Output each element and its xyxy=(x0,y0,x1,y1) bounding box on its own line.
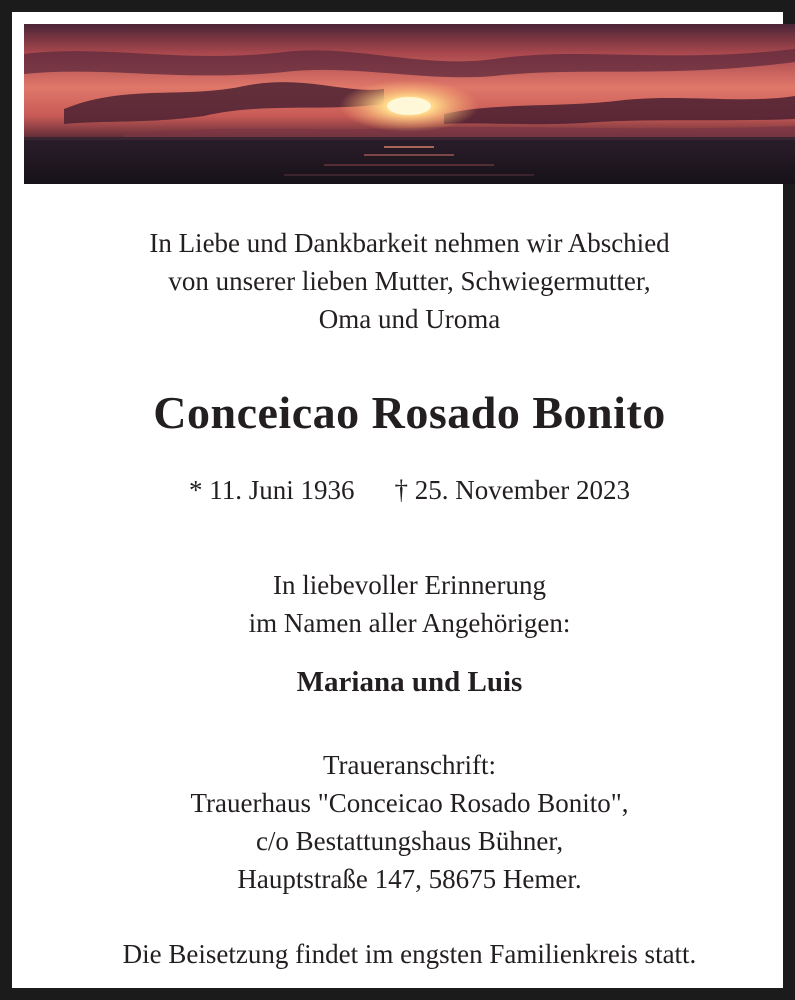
funeral-note: Die Beisetzung findet im engsten Familienkreis statt. xyxy=(122,939,697,969)
intro-line: von unserer lieben Mutter, Schwiegermutter, xyxy=(168,266,651,296)
address-line: Trauerhaus "Conceicao Rosado Bonito", xyxy=(190,788,629,818)
deceased-name: Conceicao Rosado Bonito xyxy=(153,387,666,438)
address-line: c/o Bestattungshaus Bühner, xyxy=(255,826,564,856)
intro-line: In Liebe und Dankbarkeit nehmen wir Abschied xyxy=(149,228,670,258)
address-line: Traueranschrift: xyxy=(323,750,496,780)
mourning-address xyxy=(24,746,795,898)
sunset-over-sea-image xyxy=(24,24,795,184)
intro-text xyxy=(24,224,795,338)
memory-text xyxy=(24,566,795,642)
survivors-names: Mariana und Luis xyxy=(296,666,523,698)
birth-date: * 11. Juni 1936 xyxy=(189,475,355,505)
intro-line: Oma und Uroma xyxy=(318,304,501,334)
death-date: † 25. November 2023 xyxy=(394,475,630,505)
memory-line: im Namen aller Angehörigen: xyxy=(248,608,571,638)
address-line: Hauptstraße 147, 58675 Hemer. xyxy=(237,864,582,894)
memory-line: In liebevoller Erinnerung xyxy=(273,570,546,600)
life-dates xyxy=(24,472,795,508)
